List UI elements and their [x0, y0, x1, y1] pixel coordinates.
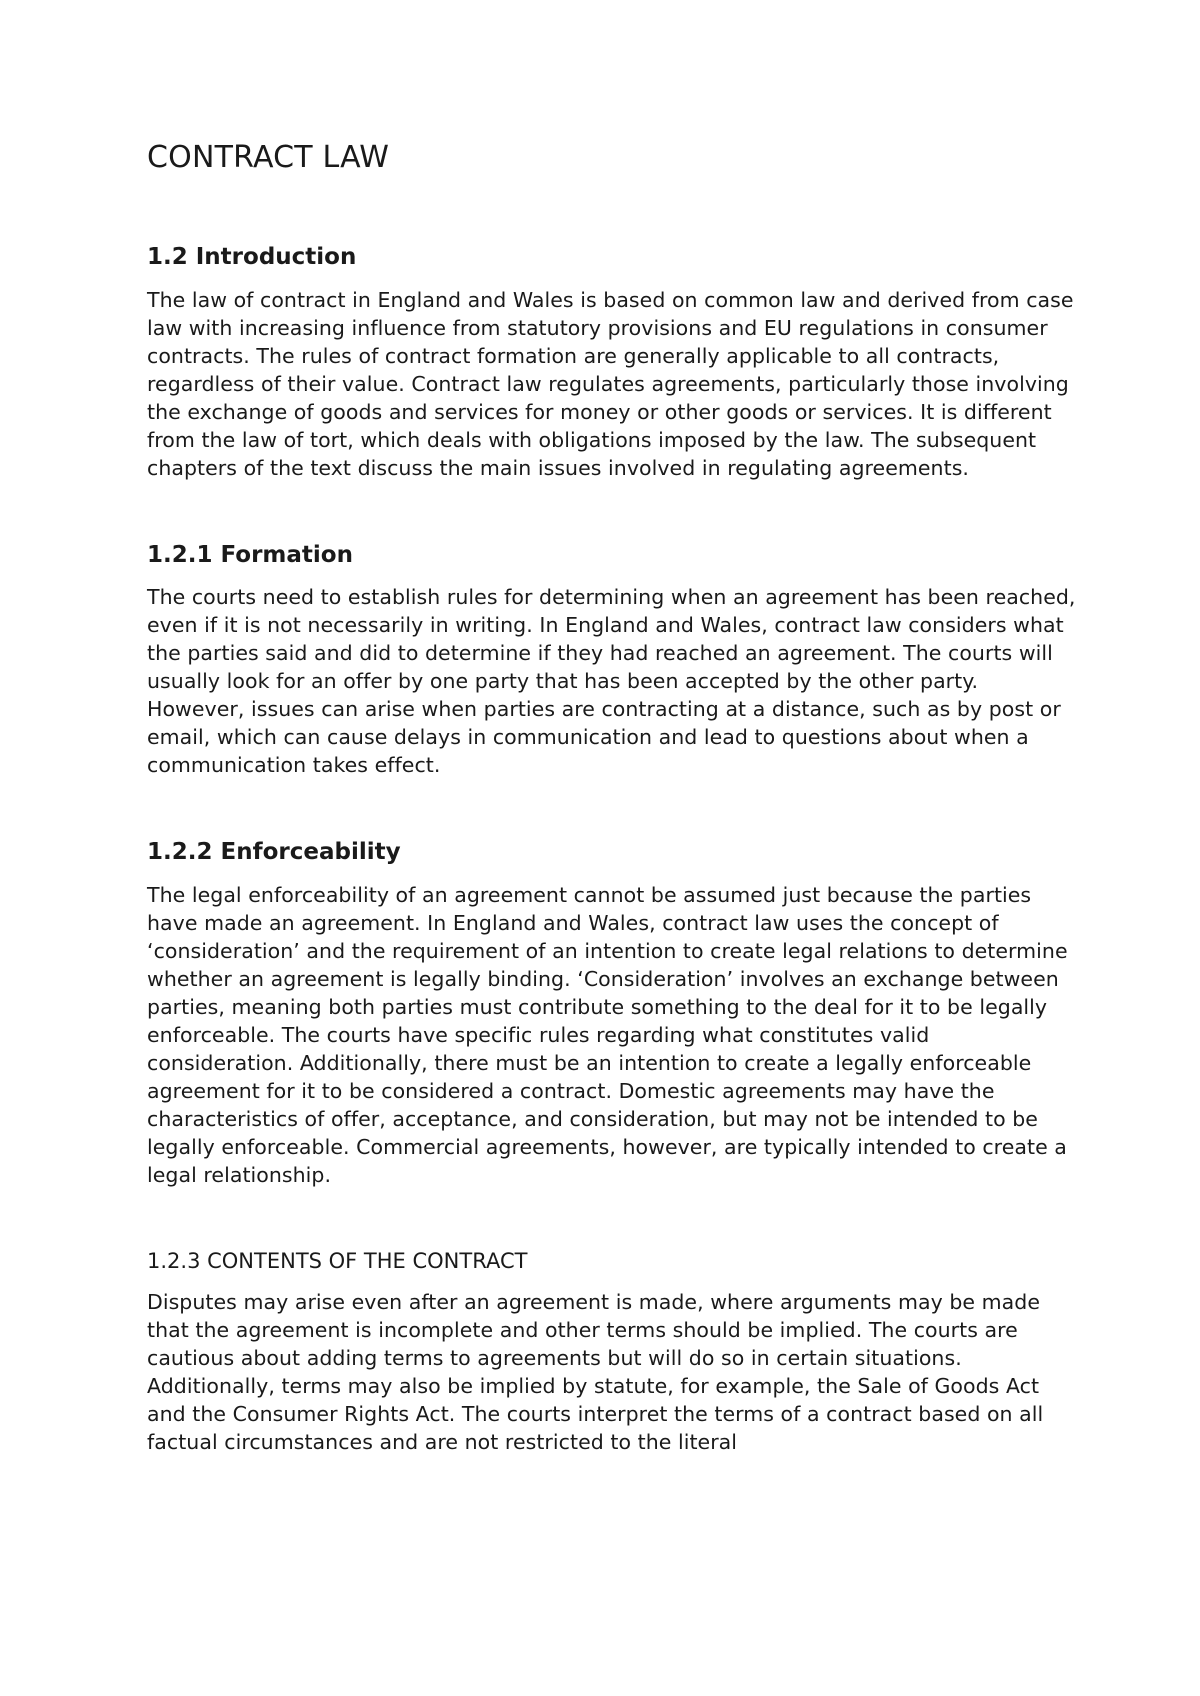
section-introduction: [147, 244, 1077, 482]
section-heading-contents-of-contract: 1.2.3 CONTENTS OF THE CONTRACT: [147, 1248, 528, 1273]
section-body-contents-of-contract: Disputes may arise even after an agreement is made, where arguments may be made that the agreement is incomplete and other terms should be implied. The courts are cautious about adding terms to agreements but will do so in certain situations. Additionally, terms may also be implied by statute, for example, the Sale of Goods Act and the Consumer Rights Act. The courts interpret the terms of a contract based on all factual circumstances and are not restricted to the literal: [147, 1289, 1044, 1454]
section-formation: [147, 542, 1077, 780]
section-body-introduction: The law of contract in England and Wales is based on common law and derived from case law with increasing influence from statutory provisions and EU regulations in consumer contracts. The rules of contract formation are generally applicable to all contracts, regardless of their value. Contract law regulates agreements, particularly those involving the exchange of goods and services for money or other goods or services. It is different from the law of tort, which deals with obligations imposed by the law. The subsequent chapters of the text discuss the main issues involved in regulating agreements.: [147, 287, 1074, 480]
section-body-enforceability: The legal enforceability of an agreement cannot be assumed just because the parties have made an agreement. In England and Wales, contract law uses the concept of ‘consideration’ and the requirement of an intention to create legal relations to determine whether an agreement is legally binding. ‘Consideration’ involves an exchange between parties, meaning both parties must contribute something to the deal for it to be legally enforceable. The courts have specific rules regarding what constitutes valid consideration. Additionally, there must be an intention to create a legally enforceable agreement for it to be considered a contract. Domestic agreements may have the characteristics of offer, acceptance, and consideration, but may not be intended to be legally enforceable. Commercial agreements, however, are typically intended to create a legal relationship.: [147, 882, 1068, 1187]
section-body-formation: The courts need to establish rules for determining when an agreement has been reached, even if it is not necessarily in writing. In England and Wales, contract law considers what the parties said and did to determine if they had reached an agreement. The courts will usually look for an offer by one party that has been accepted by the other party. However, issues can arise when parties are contracting at a distance, such as by post or email, which can cause delays in communication and lead to questions about when a communication takes effect.: [147, 585, 1076, 778]
section-enforceability: [147, 839, 1077, 1189]
document-title: CONTRACT LAW: [147, 140, 390, 175]
section-heading-introduction: 1.2 Introduction: [147, 244, 357, 270]
section-contents-of-contract: [147, 1249, 1077, 1456]
section-heading-formation: 1.2.1 Formation: [147, 541, 353, 568]
document-page: [147, 140, 1077, 1456]
section-heading-enforceability: 1.2.2 Enforceability: [147, 839, 401, 866]
